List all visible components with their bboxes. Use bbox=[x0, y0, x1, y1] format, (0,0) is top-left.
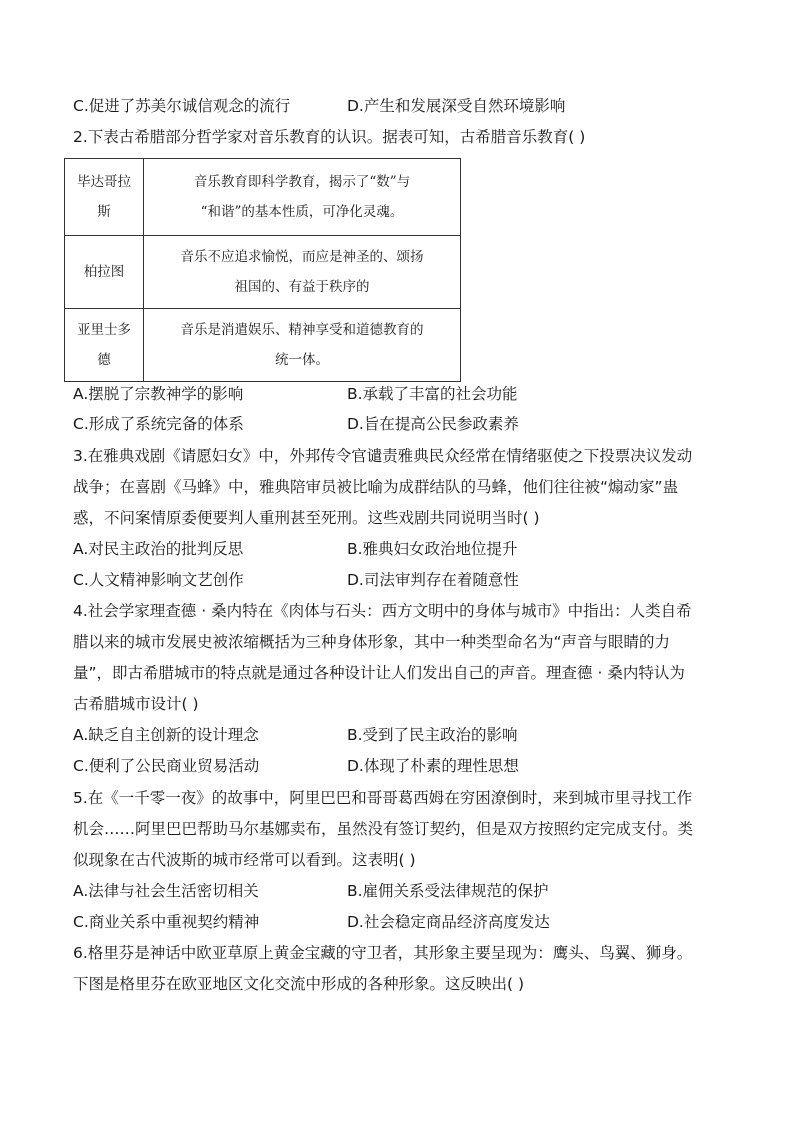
q3-stem-line-1: 3.在雅典戏剧《请愿妇女》中，外邦传令官谴责雅典民众经常在情绪驱使之下投票决议发动 bbox=[73, 447, 693, 465]
q5-stem-line-2: 机会……阿里巴巴帮助马尔基娜卖布，虽然没有签订契约，但是双方按照约定完成支付。类 bbox=[73, 820, 694, 838]
q4-option-d: D.体现了朴素的理性思想 bbox=[347, 757, 519, 775]
q2-option-a: A.摆脱了宗教神学的影响 bbox=[73, 385, 244, 403]
q3-option-c: C.人文精神影响文艺创作 bbox=[73, 571, 244, 589]
q3-stem-line-3: 惑，不问案情原委便要判人重刑甚至死刑。这些戏剧共同说明当时( ) bbox=[73, 509, 540, 527]
q3-stem-line-2: 战争；在喜剧《马蜂》中，雅典陪审员被比喻为成群结队的马蜂，他们往往被“煽动家”蛊 bbox=[73, 478, 679, 496]
philosopher-view-cell: 音乐是消遣娱乐、精神享受和道德教育的 统一体。 bbox=[144, 309, 461, 382]
q5-option-d: D.社会稳定商品经济高度发达 bbox=[347, 913, 550, 931]
q6-stem-line-2: 下图是格里芬在欧亚地区文化交流中形成的各种形象。这反映出( ) bbox=[73, 975, 525, 993]
q1-option-d: D.产生和发展深受自然环境影响 bbox=[347, 97, 566, 115]
table-row bbox=[65, 236, 461, 309]
philosopher-view-cell: 音乐不应追求愉悦，而应是神圣的、颂扬 祖国的、有益于秩序的 bbox=[144, 236, 461, 309]
q3-option-a: A.对民主政治的批判反思 bbox=[73, 540, 244, 558]
q2-option-d: D.旨在提高公民参政素养 bbox=[347, 415, 519, 433]
q5-option-b: B.雇佣关系受法律规范的保护 bbox=[347, 882, 549, 900]
philosopher-name-cell: 柏拉图 bbox=[65, 236, 144, 309]
table-row bbox=[65, 159, 461, 236]
philosopher-name-cell: 毕达哥拉 斯 bbox=[65, 159, 144, 236]
philosopher-name-cell: 亚里士多 德 bbox=[65, 309, 144, 382]
table-row bbox=[65, 309, 461, 382]
q2-philosopher-table bbox=[64, 158, 461, 382]
q4-stem-line-3: 量”，即古希腊城市的特点就是通过各种设计让人们发出自己的声音。理查德 · 桑内特认为 bbox=[73, 664, 685, 682]
q2-option-c: C.形成了系统完备的体系 bbox=[73, 415, 244, 433]
q3-option-b: B.雅典妇女政治地位提升 bbox=[347, 540, 518, 558]
q5-option-a: A.法律与社会生活密切相关 bbox=[73, 882, 259, 900]
q4-option-b: B.受到了民主政治的影响 bbox=[347, 726, 518, 744]
q5-option-c: C.商业关系中重视契约精神 bbox=[73, 913, 260, 931]
q4-stem-line-1: 4.社会学家理查德 · 桑内特在《肉体与石头：西方文明中的身体与城市》中指出：人类自希 bbox=[73, 602, 692, 620]
q3-option-d: D.司法审判存在着随意性 bbox=[347, 571, 519, 589]
q6-stem-line-1: 6.格里芬是神话中欧亚草原上黄金宝藏的守卫者，其形象主要呈现为：鹰头、鸟翼、狮身。 bbox=[73, 944, 693, 962]
q4-option-a: A.缺乏自主创新的设计理念 bbox=[73, 726, 259, 744]
q4-option-c: C.便利了公民商业贸易活动 bbox=[73, 757, 260, 775]
q2-stem: 2.下表古希腊部分哲学家对音乐教育的认识。据表可知，古希腊音乐教育( ) bbox=[73, 128, 586, 146]
q1-option-c: C.促进了苏美尔诚信观念的流行 bbox=[73, 97, 291, 115]
q4-stem-line-2: 腊以来的城市发展史被浓缩概括为三种身体形象，其中一种类型命名为“声音与眼睛的力 bbox=[73, 633, 671, 651]
philosopher-view-cell: 音乐教育即科学教育，揭示了“数”与 “和谐”的基本性质，可净化灵魂。 bbox=[144, 159, 461, 236]
q4-stem-line-4: 古希腊城市设计( ) bbox=[73, 695, 199, 713]
q2-option-b: B.承载了丰富的社会功能 bbox=[347, 385, 518, 403]
q5-stem-line-1: 5.在《一千零一夜》的故事中，阿里巴巴和哥哥葛西姆在穷困潦倒时，来到城市里寻找工作 bbox=[73, 789, 693, 807]
q5-stem-line-3: 似现象在古代波斯的城市经常可以看到。这表明( ) bbox=[73, 851, 416, 869]
